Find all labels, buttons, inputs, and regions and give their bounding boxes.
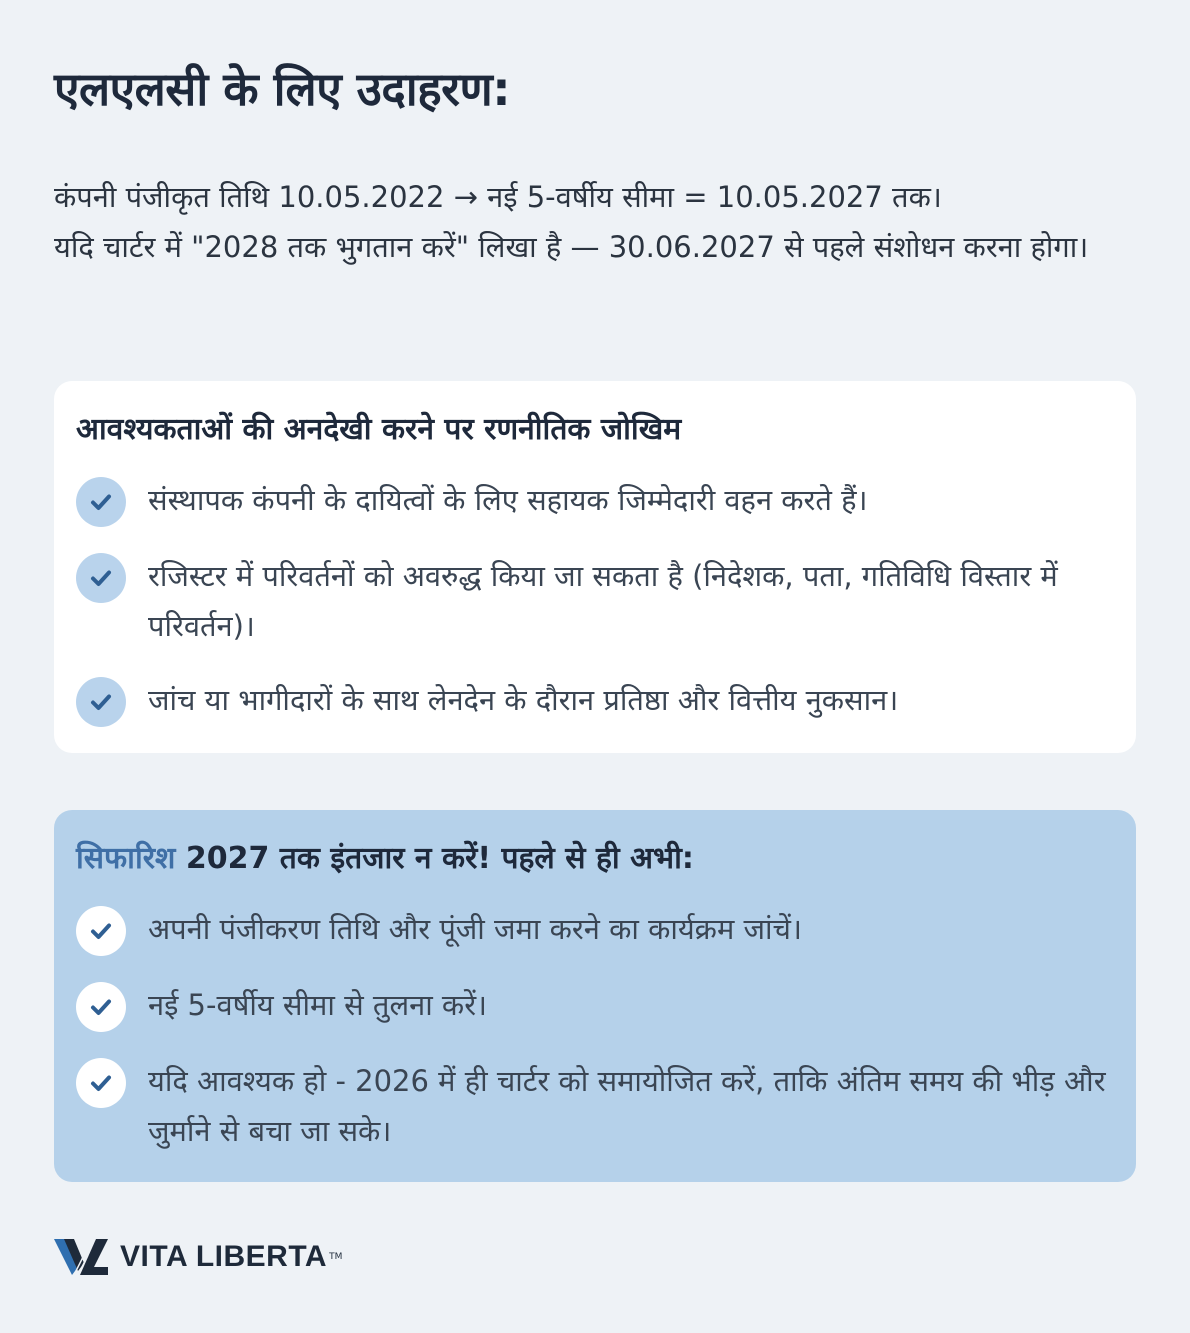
list-item-text: जांच या भागीदारों के साथ लेनदेन के दौरान प्रतिष्ठा और वित्तीय नुकसान। — [148, 683, 899, 717]
list-item — [76, 980, 1114, 1032]
page — [54, 56, 1136, 1148]
list-item-text: रजिस्टर में परिवर्तनों को अवरुद्ध किया जा सकता है (निदेशक, पता, गतिविधि विस्तार में परिवर्तन)। — [148, 559, 1058, 643]
trademark-mark: TM — [329, 1252, 343, 1262]
risk-card — [54, 381, 1136, 753]
vita-liberta-logo-icon — [54, 1237, 110, 1277]
check-circle-icon — [76, 982, 126, 1032]
list-item-text: नई 5-वर्षीय सीमा से तुलना करें। — [148, 988, 488, 1022]
risk-card-title: आवश्यकताओं की अनदेखी करने पर रणनीतिक जोखिम — [76, 412, 682, 447]
list-item-text: अपनी पंजीकरण तिथि और पूंजी जमा करने का कार्यक्रम जांचें। — [148, 912, 802, 946]
check-circle-icon — [76, 1058, 126, 1108]
list-item — [76, 1056, 1114, 1156]
check-circle-icon — [76, 477, 126, 527]
brand-name: VITA LIBERTA — [120, 1240, 328, 1273]
check-circle-icon — [76, 553, 126, 603]
list-item-text: यदि आवश्यक हो - 2026 में ही चार्टर को समायोजित करें, ताकि अंतिम समय की भीड़ और जुर्माने से बचा जा सके। — [148, 1064, 1106, 1148]
list-item — [76, 551, 1114, 651]
intro-text — [54, 172, 1136, 272]
page-title: एलएलसी के लिए उदाहरण: — [54, 62, 511, 116]
list-item — [76, 475, 1114, 527]
recommendation-card — [54, 810, 1136, 1182]
check-circle-icon — [76, 906, 126, 956]
intro-line-2: यदि चार्टर में "2028 तक भुगतान करें" लिखा है — 30.06.2027 से पहले संशोधन करना होगा। — [54, 230, 1089, 264]
intro-line-1: कंपनी पंजीकृत तिथि 10.05.2022 → नई 5-वर्षीय सीमा = 10.05.2027 तक। — [54, 180, 942, 214]
brand-logo — [54, 1237, 342, 1277]
risk-list — [76, 475, 1114, 727]
recommendation-label: सिफारिश — [76, 841, 176, 876]
list-item — [76, 904, 1114, 956]
recommendation-list — [76, 904, 1114, 1156]
recommendation-title-text: 2027 तक इंतजार न करें! पहले से ही अभी: — [175, 841, 694, 876]
list-item-text: संस्थापक कंपनी के दायित्वों के लिए सहायक जिम्मेदारी वहन करते हैं। — [148, 483, 868, 517]
check-circle-icon — [76, 677, 126, 727]
list-item — [76, 675, 1114, 727]
recommendation-card-title — [76, 832, 1114, 886]
